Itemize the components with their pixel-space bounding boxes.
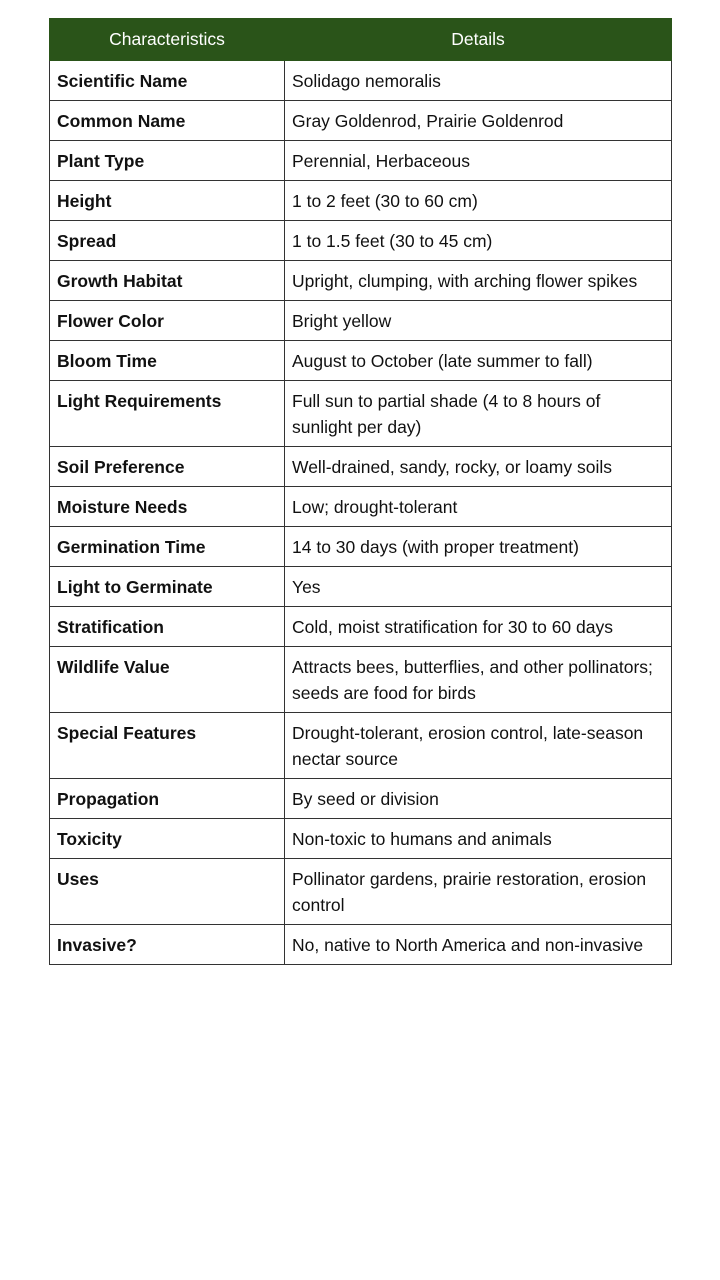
table-header-row [50, 19, 672, 61]
characteristic-detail: Cold, moist stratification for 30 to 60 days [285, 607, 672, 647]
characteristic-detail: Upright, clumping, with arching flower spikes [285, 261, 672, 301]
characteristic-detail: 1 to 1.5 feet (30 to 45 cm) [285, 221, 672, 261]
characteristic-label: Plant Type [50, 141, 285, 181]
table-row [50, 261, 672, 301]
table-row [50, 141, 672, 181]
characteristic-detail: Perennial, Herbaceous [285, 141, 672, 181]
table-row [50, 341, 672, 381]
table-row [50, 607, 672, 647]
table-body [50, 61, 672, 965]
characteristic-detail: Drought-tolerant, erosion control, late-season nectar source [285, 713, 672, 779]
characteristic-detail: Well-drained, sandy, rocky, or loamy soils [285, 447, 672, 487]
characteristic-detail: 1 to 2 feet (30 to 60 cm) [285, 181, 672, 221]
characteristic-label: Toxicity [50, 819, 285, 859]
characteristic-label: Wildlife Value [50, 647, 285, 713]
characteristic-detail: August to October (late summer to fall) [285, 341, 672, 381]
characteristic-label: Bloom Time [50, 341, 285, 381]
characteristic-detail: 14 to 30 days (with proper treatment) [285, 527, 672, 567]
characteristic-detail: No, native to North America and non-invasive [285, 925, 672, 965]
characteristic-detail: By seed or division [285, 779, 672, 819]
header-characteristics: Characteristics [50, 19, 285, 61]
header-details: Details [285, 19, 672, 61]
table-row [50, 61, 672, 101]
characteristic-label: Special Features [50, 713, 285, 779]
table-row [50, 819, 672, 859]
table-row [50, 301, 672, 341]
plant-characteristics-table [49, 18, 672, 965]
characteristic-label: Uses [50, 859, 285, 925]
characteristic-detail: Yes [285, 567, 672, 607]
characteristic-label: Flower Color [50, 301, 285, 341]
characteristic-label: Scientific Name [50, 61, 285, 101]
characteristic-label: Soil Preference [50, 447, 285, 487]
table-row [50, 101, 672, 141]
characteristic-label: Common Name [50, 101, 285, 141]
characteristic-label: Light Requirements [50, 381, 285, 447]
characteristic-label: Stratification [50, 607, 285, 647]
characteristic-label: Moisture Needs [50, 487, 285, 527]
characteristic-detail: Attracts bees, butterflies, and other pollinators; seeds are food for birds [285, 647, 672, 713]
characteristic-detail: Solidago nemoralis [285, 61, 672, 101]
characteristic-detail: Full sun to partial shade (4 to 8 hours of sunlight per day) [285, 381, 672, 447]
characteristic-label: Spread [50, 221, 285, 261]
characteristic-detail: Bright yellow [285, 301, 672, 341]
characteristic-detail: Pollinator gardens, prairie restoration, erosion control [285, 859, 672, 925]
characteristic-label: Growth Habitat [50, 261, 285, 301]
characteristic-label: Propagation [50, 779, 285, 819]
characteristic-label: Germination Time [50, 527, 285, 567]
table-row [50, 381, 672, 447]
characteristic-detail: Gray Goldenrod, Prairie Goldenrod [285, 101, 672, 141]
characteristic-label: Light to Germinate [50, 567, 285, 607]
table-row [50, 181, 672, 221]
table-row [50, 221, 672, 261]
table-row [50, 925, 672, 965]
table-row [50, 859, 672, 925]
characteristic-label: Height [50, 181, 285, 221]
table-row [50, 487, 672, 527]
characteristic-detail: Non-toxic to humans and animals [285, 819, 672, 859]
table-row [50, 713, 672, 779]
table-row [50, 647, 672, 713]
characteristic-label: Invasive? [50, 925, 285, 965]
table-row [50, 447, 672, 487]
table-row [50, 779, 672, 819]
table-row [50, 567, 672, 607]
table-row [50, 527, 672, 567]
characteristic-detail: Low; drought-tolerant [285, 487, 672, 527]
